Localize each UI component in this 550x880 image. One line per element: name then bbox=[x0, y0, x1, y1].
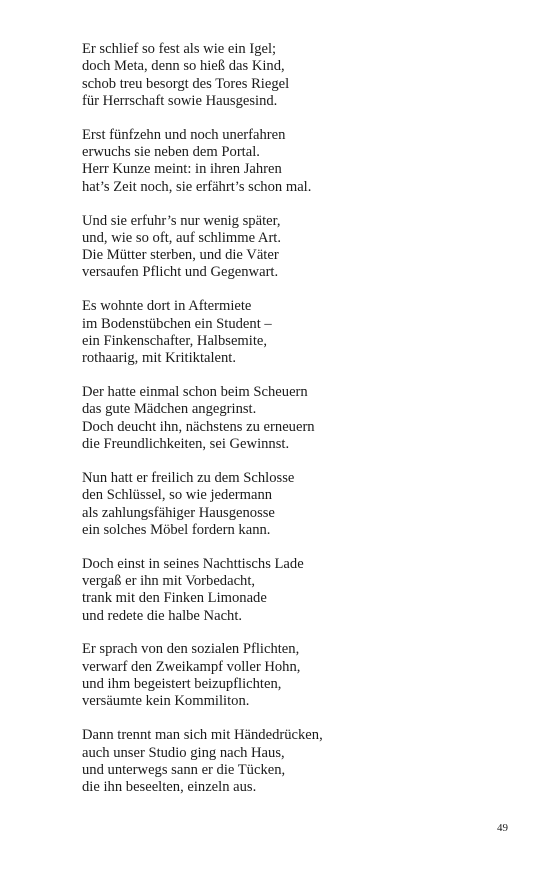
poem-text bbox=[82, 41, 522, 813]
verse-line: und ihm begeistert beizupflichten, bbox=[82, 676, 282, 693]
verse-line: auch unser Studio ging nach Haus, bbox=[82, 744, 285, 761]
verse-line: vergaß er ihn mit Vorbedacht, bbox=[82, 572, 256, 589]
stanza bbox=[82, 298, 522, 367]
page-number: 49 bbox=[497, 822, 508, 834]
stanza bbox=[82, 41, 522, 110]
verse-line: schob treu besorgt des Tores Riegel bbox=[82, 75, 290, 92]
verse-line: die Freundlichkeiten, sei Gewinnst. bbox=[82, 436, 290, 453]
verse-line: Nun hatt er freilich zu dem Schlosse bbox=[82, 469, 295, 486]
verse-line: Es wohnte dort in Aftermiete bbox=[82, 298, 252, 315]
verse-line: verwarf den Zweikampf voller Hohn, bbox=[82, 658, 301, 675]
stanza bbox=[82, 641, 522, 710]
verse-line: Die Mütter sterben, und die Väter bbox=[82, 247, 279, 264]
verse-line: Erst fünfzehn und noch unerfahren bbox=[82, 126, 286, 143]
verse-line: hat’s Zeit noch, sie erfährt’s schon mal. bbox=[82, 178, 312, 195]
verse-line: rothaarig, mit Kritiktalent. bbox=[82, 350, 237, 367]
verse-line: versaufen Pflicht und Gegenwart. bbox=[82, 264, 279, 281]
verse-line: ein Finkenschafter, Halbsemite, bbox=[82, 332, 268, 349]
verse-line: ein solches Möbel fordern kann. bbox=[82, 521, 271, 538]
stanza bbox=[82, 127, 522, 196]
verse-line: versäumte kein Kommiliton. bbox=[82, 693, 250, 710]
verse-line: für Herrschaft sowie Hausgesind. bbox=[82, 92, 278, 109]
verse-line: doch Meta, denn so hieß das Kind, bbox=[82, 58, 285, 75]
verse-line: erwuchs sie neben dem Portal. bbox=[82, 144, 260, 161]
stanza bbox=[82, 556, 522, 625]
verse-line: Er sprach von den sozialen Pflichten, bbox=[82, 641, 300, 658]
verse-line: Doch einst in seines Nachttischs Lade bbox=[82, 555, 304, 572]
verse-line: und, wie so oft, auf schlimme Art. bbox=[82, 229, 282, 246]
stanza bbox=[82, 213, 522, 282]
verse-line: Dann trennt man sich mit Händedrücken, bbox=[82, 727, 323, 744]
verse-line: Herr Kunze meint: in ihren Jahren bbox=[82, 161, 282, 178]
verse-line: Und sie erfuhr’s nur wenig später, bbox=[82, 212, 281, 229]
verse-line: und unterwegs sann er die Tücken, bbox=[82, 761, 286, 778]
verse-line: Der hatte einmal schon beim Scheuern bbox=[82, 384, 308, 401]
stanza bbox=[82, 384, 522, 453]
verse-line: den Schlüssel, so wie jedermann bbox=[82, 487, 273, 504]
verse-line: trank mit den Finken Limonade bbox=[82, 590, 267, 607]
verse-line: Doch deucht ihn, nächstens zu erneuern bbox=[82, 418, 315, 435]
verse-line: Er schlief so fest als wie ein Igel; bbox=[82, 41, 277, 57]
stanza bbox=[82, 470, 522, 539]
verse-line: als zahlungsfähiger Hausgenosse bbox=[82, 504, 275, 521]
verse-line: das gute Mädchen angegrinst. bbox=[82, 401, 257, 418]
verse-line: im Bodenstübchen ein Student – bbox=[82, 315, 272, 332]
stanza bbox=[82, 727, 522, 796]
verse-line: und redete die halbe Nacht. bbox=[82, 607, 243, 624]
verse-line: die ihn beseelten, einzeln aus. bbox=[82, 779, 257, 796]
